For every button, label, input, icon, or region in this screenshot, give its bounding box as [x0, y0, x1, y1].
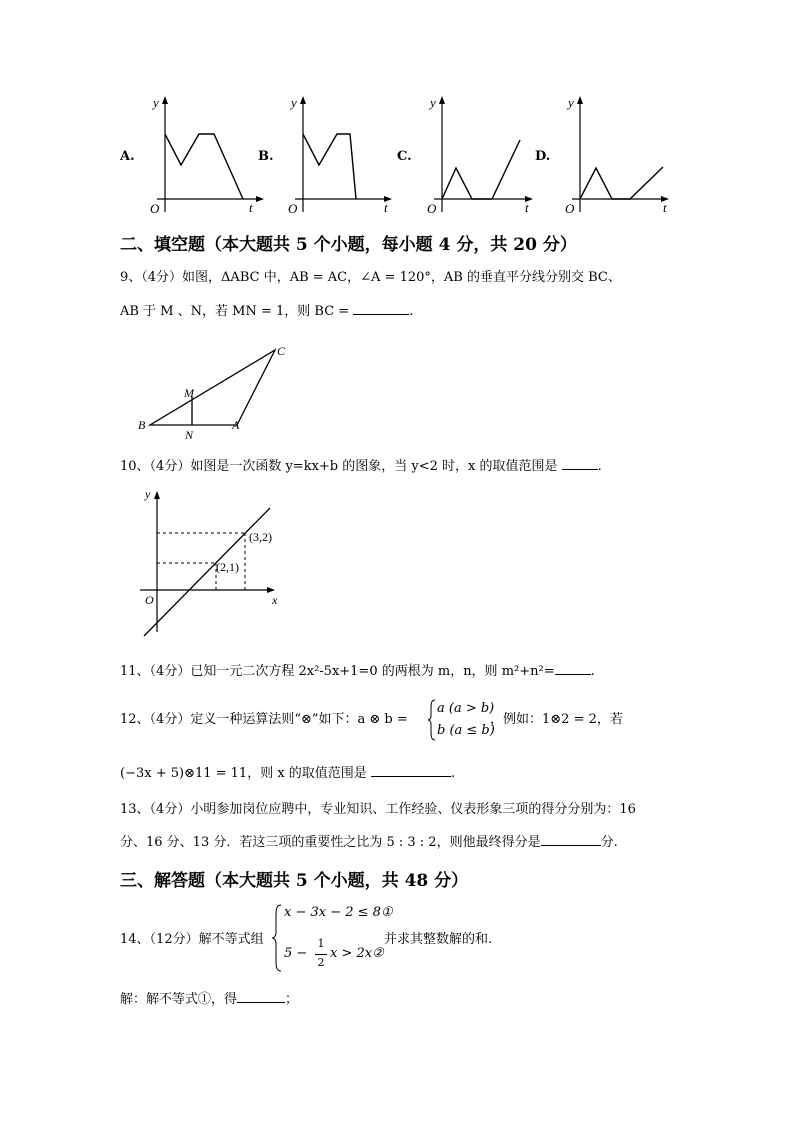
question-13-line-1	[120, 800, 636, 820]
t-axis-label: t	[384, 200, 388, 215]
t-axis-label: t	[663, 200, 667, 215]
option-a-label[interactable]: A.	[120, 149, 135, 164]
point-n-label: N	[185, 428, 194, 442]
question-11-text: 已知一元二次方程 2x²-5x+1=0 的两根为 m，n，则 m²+n²=	[190, 664, 555, 679]
solution-answer-blank[interactable]	[237, 988, 285, 1003]
question-14-intro	[120, 930, 264, 950]
option-c-label[interactable]: C.	[397, 149, 412, 164]
question-13-text: 小明参加岗位应聘中，专业知识、工作经验、仪表形象三项的得分分别为：16	[190, 802, 636, 817]
question-9-end: .	[409, 304, 414, 319]
fraction-numerator: 1	[317, 937, 325, 950]
origin-label: O	[427, 201, 437, 216]
option-d-graph	[560, 92, 680, 217]
inequality-2-lhs: 5 −	[284, 946, 308, 961]
origin-label: O	[150, 201, 160, 216]
y-axis-label: y	[568, 95, 574, 110]
x-axis-label: x	[272, 593, 278, 607]
question-10-line	[120, 455, 602, 477]
vertex-a-label: A	[232, 418, 240, 432]
point-2-1-label: (2,1)	[216, 560, 239, 574]
piecewise-brace	[427, 698, 437, 742]
question-9-line-1	[120, 268, 621, 288]
solution-end: ；	[285, 992, 299, 1007]
question-12-line-2	[120, 762, 455, 784]
question-10-text: 如图是一次函数 y=kx+b 的图象，当 y<2 时，x 的取值范围是	[190, 459, 558, 474]
question-9-number: 9、（4分）	[120, 270, 183, 285]
inequality-system-brace	[271, 903, 283, 973]
piecewise-case-1: a (a > b)	[437, 701, 495, 716]
question-10-answer-blank[interactable]	[562, 455, 598, 470]
question-12-answer-blank[interactable]	[371, 762, 451, 777]
question-12-intro	[120, 710, 408, 730]
option-b-label[interactable]: B.	[258, 149, 274, 164]
question-10-number: 10、（4分）	[120, 459, 191, 474]
question-12-text-2: (−3x + 5)⊗11 = 11，则 x 的取值范围是	[120, 766, 367, 781]
question-9-text: 如图，ΔABC 中，AB = AC，∠A = 120°，AB 的垂直平分线分别交 BC、	[182, 270, 621, 285]
question-12-end: .	[450, 766, 456, 781]
solution-text: 解：解不等式①，得	[120, 992, 238, 1007]
question-14-tail: 并求其整数解的和.	[384, 932, 493, 947]
question-9-text-2: AB 于 M 、N，若 MN = 1，则 BC =	[120, 304, 350, 319]
vertex-c-label: C	[277, 344, 286, 358]
y-axis-label: y	[153, 95, 159, 110]
section-2-heading: 二、填空题（本大题共 5 个小题，每小题 4 分，共 20 分）	[120, 235, 577, 255]
question-10-end: .	[597, 459, 602, 474]
option-c-graph	[422, 92, 542, 217]
question-14-number: 14、（12分）	[120, 932, 199, 947]
question-13-line-2	[120, 831, 618, 853]
piecewise-case-2: b (a ≤ b)	[437, 723, 495, 738]
question-11-answer-blank[interactable]	[555, 660, 591, 675]
question-13-text-2: 分、16 分、13 分．若这三项的重要性之比为 5 : 3 : 2，则他最终得分是	[120, 835, 541, 850]
question-13-number: 13、（4分）	[120, 802, 191, 817]
question-9-line-2	[120, 300, 413, 322]
inequality-1: x − 3x − 2 ≤ 8①	[284, 905, 393, 920]
question-12-text: 定义一种运算法则“⊗”如下：a ⊗ b =	[190, 712, 408, 727]
question-9-answer-blank[interactable]	[353, 300, 409, 315]
question-11-number: 11、（4分）	[120, 664, 191, 679]
origin-label: O	[145, 593, 154, 607]
origin-label: O	[288, 201, 298, 216]
question-14-label: 解不等式组	[198, 932, 264, 947]
question-11-line	[120, 660, 595, 682]
option-d-label[interactable]: D.	[535, 149, 551, 164]
y-axis-label: y	[145, 487, 151, 501]
point-3-2-label: (3,2)	[249, 530, 272, 544]
vertex-b-label: B	[138, 418, 146, 432]
question-13-end: 分.	[600, 835, 618, 850]
y-axis-label: y	[430, 95, 436, 110]
t-axis-label: t	[249, 200, 253, 215]
question-12-example: ，例如：1⊗2 = 2，若	[490, 712, 623, 727]
section-3-heading: 三、解答题（本大题共 5 个小题，共 48 分）	[120, 871, 469, 891]
question-13-answer-blank[interactable]	[541, 831, 601, 846]
question-11-end: .	[590, 664, 595, 679]
point-m-label: M	[184, 386, 194, 400]
y-axis-label: y	[291, 95, 297, 110]
t-axis-label: t	[525, 200, 529, 215]
fraction-bar	[315, 954, 327, 955]
inequality-2-rhs: x > 2x②	[330, 946, 384, 961]
question-10-linear-graph	[130, 482, 290, 640]
option-a-graph	[145, 92, 265, 217]
origin-label: O	[565, 201, 575, 216]
question-12-number: 12、（4分）	[120, 712, 191, 727]
solution-line	[120, 988, 298, 1010]
option-b-graph	[283, 92, 403, 217]
question-9-triangle-figure	[135, 340, 295, 445]
fraction-denominator: 2	[317, 956, 325, 969]
